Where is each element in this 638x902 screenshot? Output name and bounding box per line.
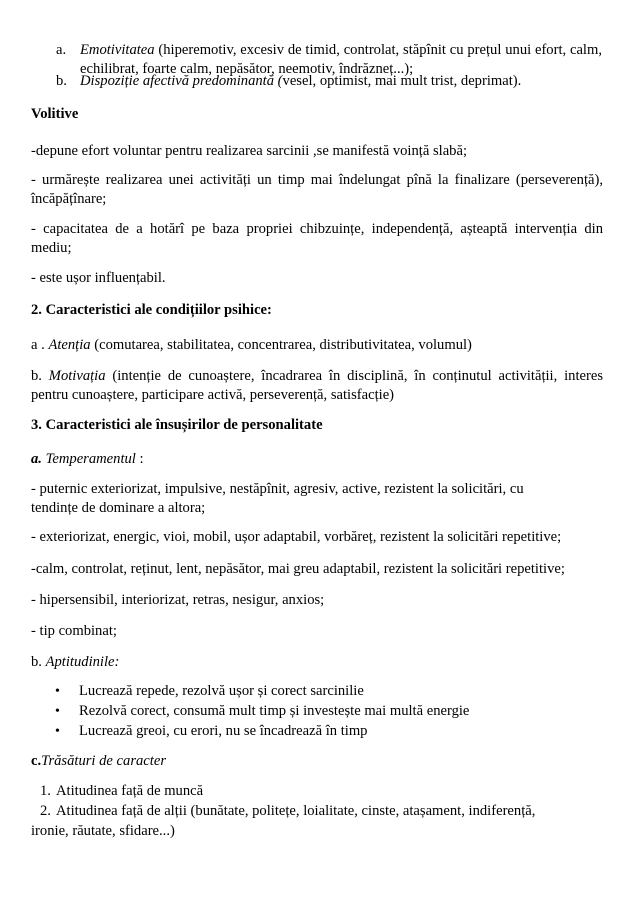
caracter-heading bbox=[31, 752, 603, 771]
temperament-prefix: a. bbox=[31, 451, 42, 467]
bullet-icon: • bbox=[55, 684, 60, 699]
emotivitate-text: (hiperemotiv, excesiv de timid, controlat, stăpînit cu prețul unui efort, calm, echilibrat, foarte calm, nepăsător, neemotiv, îndrăzneț...); bbox=[80, 42, 602, 77]
aptitudini-heading bbox=[31, 653, 603, 672]
caracter-item-1: Atitudinea față de muncă bbox=[56, 783, 204, 799]
volitive-paragraph-4: - este ușor influențabil. bbox=[31, 270, 166, 286]
atentia-text: (comutarea, stabilitatea, concentrarea, distributivitatea, volumul) bbox=[90, 337, 472, 353]
temperament-type-3: -calm, controlat, reținut, lent, nepăsător, mai greu adaptabil, rezistent la solicitări repetitive; bbox=[31, 561, 565, 577]
dispozitie-item bbox=[80, 72, 602, 91]
motivatia-paragraph bbox=[31, 367, 603, 405]
atentia-prefix: a . bbox=[31, 337, 49, 353]
volitive-paragraph-2: - urmărește realizarea unei activități un timp mai îndelungat pînă la finalizare (perseverență), încăpățînare; bbox=[31, 172, 603, 207]
aptitudini-prefix: b. bbox=[31, 654, 46, 670]
volitive-heading: Volitive bbox=[31, 106, 79, 122]
bullet-icon: • bbox=[55, 724, 60, 739]
temperament-type-2: - exteriorizat, energic, vioi, mobil, ușor adaptabil, vorbăreț, rezistent la solicitări repetitive; bbox=[31, 529, 562, 545]
temperament-type-4: - hipersensibil, interiorizat, retras, nesigur, anxios; bbox=[31, 592, 325, 608]
emotivitate-term: Emotivitatea bbox=[80, 42, 155, 58]
volitive-paragraph-3: - capacitatea de a hotărî pe baza propriei chibzuințe, independență, așteaptă intervenția din mediu; bbox=[31, 221, 603, 256]
section-2-heading: 2. Caracteristici ale condițiilor psihice: bbox=[31, 302, 272, 318]
aptitudine-item-2: Rezolvă corect, consumă mult timp și investește mai multă energie bbox=[79, 703, 470, 719]
dispozitie-term: Dispoziție afectivă predominantă ( bbox=[80, 73, 283, 89]
dispozitie-text: vesel, optimist, mai mult trist, deprimat). bbox=[282, 73, 522, 89]
motivatia-term: Motivația bbox=[48, 368, 106, 384]
motivatia-prefix: b. bbox=[31, 368, 49, 384]
aptitudine-item-1: Lucrează repede, rezolvă ușor și corect sarcinilie bbox=[79, 683, 364, 699]
temperament-heading bbox=[31, 450, 603, 469]
atentia-paragraph bbox=[31, 336, 603, 355]
caracter-number-1: 1. bbox=[40, 783, 51, 799]
temperament-suffix: : bbox=[135, 451, 144, 467]
temperament-term: Temperamentul bbox=[41, 451, 136, 467]
aptitudini-term: Aptitudinile: bbox=[45, 654, 120, 670]
temperament-type-5: - tip combinat; bbox=[31, 623, 117, 639]
aptitudine-item-3: Lucrează greoi, cu erori, nu se încadrează în timp bbox=[79, 723, 368, 739]
list-letter-a: a. bbox=[56, 42, 67, 58]
temperament-type-1: - puternic exteriorizat, impulsive, nestăpînit, agresiv, active, rezistent la solicitări, cu tendințe de dominare a altora; bbox=[31, 481, 524, 516]
caracter-item-2-line-1: Atitudinea față de alții (bunătate, politețe, loialitate, cinste, atașament, indiferență, bbox=[56, 803, 536, 819]
caracter-term: Trăsături de caracter bbox=[41, 753, 166, 769]
volitive-paragraph-1: -depune efort voluntar pentru realizarea sarcinii ,se manifestă voință slabă; bbox=[31, 143, 468, 159]
caracter-prefix: c. bbox=[31, 753, 42, 769]
list-letter-b: b. bbox=[56, 73, 67, 89]
caracter-item-2-line-2: ironie, răutate, sfidare...) bbox=[31, 823, 175, 839]
motivatia-text: (intenție de cunoaștere, încadrarea în disciplină, în conținutul activității, interes pentru cunoaștere, participare activă, perseverență, satisfacție) bbox=[31, 368, 603, 403]
section-3-heading: 3. Caracteristici ale însușirilor de personalitate bbox=[31, 417, 323, 433]
bullet-icon: • bbox=[55, 704, 60, 719]
atentia-term: Atenția bbox=[48, 337, 91, 353]
caracter-number-2: 2. bbox=[40, 803, 51, 819]
